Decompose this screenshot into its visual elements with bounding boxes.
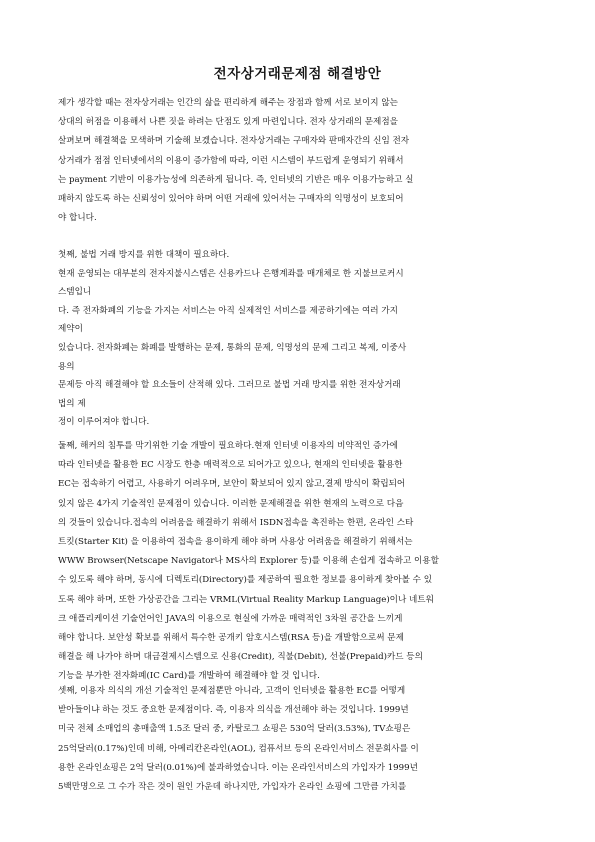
text-line: 미국 전체 소매업의 총매출액 1.5조 달러 중, 카탈로그 쇼핑은 530억 달러(3.53%), TV쇼핑은 [58, 724, 411, 735]
text-line: 셋째, 이용자 의식의 개선 기술적인 문제점뿐만 아니라, 고객이 인터넷을 활용한 EC를 어떻게 [58, 686, 406, 696]
text-line: 둘째, 해커의 침투를 막기위한 기술 개발이 필요하다.현재 인터넷 이용자의 비약적인 증가에 [58, 441, 398, 451]
text-line: 기능을 부가한 전자화폐(IC Card)를 개발하여 해결해야 할 것 입니다. [58, 671, 320, 682]
text-line: 따라 인터넷을 활용한 EC 시장도 한층 매력적으로 되어가고 있으나, 현재의 인터넷을 활용한 [58, 460, 403, 471]
text-line: EC는 접속하기 어렵고, 사용하기 어려우며, 보안이 확보되어 있지 않고,결제 방식이 확립되어 [58, 479, 406, 490]
text-line: 상거래가 점점 인터넷에서의 이용이 증가함에 따라, 이런 시스템이 부드럽게 운영되기 위해서 [58, 155, 404, 166]
text-line: 용의 [58, 361, 75, 372]
text-line: 문제등 아직 해결해야 할 요소들이 산적해 있다. 그러므로 불법 거래 방지를 위한 전자상거래 [58, 380, 401, 391]
text-line: 있습니다. 전자화폐는 화폐를 발행하는 문제, 통화의 문제, 익명성의 문제 그리고 복제, 이중사 [58, 342, 407, 353]
text-line: 5백만명으로 그 수가 작은 것이 원인 가운데 하나지만, 가입자가 온라인 쇼핑에 그만큼 가치를 [58, 782, 407, 793]
text-line: 용한 온라인쇼핑은 2억 달러(0.01%)에 불과하였습니다. 이는 온라인서비스의 가입자가 1999년 [58, 762, 418, 773]
text-line: 제약이 [58, 324, 83, 335]
paragraph-first-point [58, 246, 540, 432]
text-line: 수 있도록 해야 하며, 동시에 디렉토리(Directory)를 제공하여 필요한 정보를 용이하게 찾아볼 수 있 [58, 575, 433, 586]
text-line: 야 합니다. [58, 213, 97, 224]
text-line: WWW Browser(Netscape Navigator나 MS사의 Explorer 등)를 이용해 손쉽게 접속하고 이용할 [58, 556, 439, 567]
text-line: 정이 이루어져야 합니다. [58, 417, 150, 428]
text-line: 다. 즉 전자화폐의 기능을 가지는 서비스는 아직 실제적인 서비스를 제공하기에는 여러 가지 [58, 305, 398, 316]
text-line: 받아들이냐 하는 것도 중요한 문제점이다. 즉, 이용자 의식을 개선해야 하는 것입니다. 1999년 [58, 705, 409, 716]
text-line: 크 애플리케이션 기술언어인 JAVA의 이용으로 현실에 가까운 매력적인 3차원 공간을 느끼게 [58, 613, 403, 624]
text-line: 스템입니 [58, 287, 92, 298]
text-line: 첫째, 불법 거래 방지를 위한 대책이 필요하다. [58, 250, 230, 260]
text-line: 트킷(Starter Kit) 을 이용하여 접속을 용이하게 해야 하며 사용상 어려움을 해결하기 위해서는 [58, 537, 413, 548]
text-line: 살펴보며 해결책을 모색하며 기술해 보겠습니다. 전자상거래는 구매자와 판매자간의 신임 전자 [58, 136, 410, 147]
text-line: 있지 않은 4가지 기술적인 문제점이 있습니다. 이러한 문제해결을 위한 현재의 노력으로 다음 [58, 498, 404, 509]
text-line: 의 것들이 있습니다.접속의 어려움을 해결하기 위해서 ISDN접속을 촉진하는 한편, 온라인 스타 [58, 517, 414, 528]
text-line: 제가 생각할 때는 전자상거래는 인간의 삶을 편리하게 해주는 장점과 함께 서로 보이지 않는 [58, 98, 398, 108]
paragraph-third-point [58, 682, 540, 797]
text-line: 현재 운영되는 대부분의 전자지불시스템은 신용카드나 은행계좌를 매개체로 한 지불브로커시 [58, 268, 404, 279]
text-line: 상대의 허점을 이용해서 나쁜 짓을 하려는 단점도 있게 마련입니다. 전자 상거래의 문제점을 [58, 117, 398, 128]
text-line: 도록 해야 하며, 또한 가상공간을 그리는 VRML(Virtual Reality Markup Language)이나 네트워 [58, 594, 434, 605]
document-title: 전자상거래문제점 해결방안 [213, 66, 382, 82]
paragraph-intro [58, 94, 540, 228]
text-line: 법의 제 [58, 398, 86, 409]
text-line: 패하지 않도록 하는 신뢰성이 있어야 하며 어떤 거래에 있어서는 구매자의 익명성이 보호되어 [58, 194, 404, 205]
text-line: 는 payment 기반이 이용가능성에 의존하게 됩니다. 즉, 인터넷의 기반은 매우 이용가능하고 실 [58, 174, 414, 185]
text-line: 해야 합니다. 보안성 확보를 위해서 특수한 공개키 암호시스템(RSA 등)을 개발함으로써 문제 [58, 633, 404, 644]
text-line: 해결을 해 나가야 하며 대금결제시스템으로 신용(Credit), 직불(Debit), 선불(Prepaid)카드 등의 [58, 652, 423, 663]
text-line: 25억달러(0.17%)인데 비해, 아메리칸온라인(AOL), 컴퓨서브 등의 온라인서비스 전문회사를 이 [58, 743, 419, 754]
paragraph-second-point [58, 437, 540, 687]
